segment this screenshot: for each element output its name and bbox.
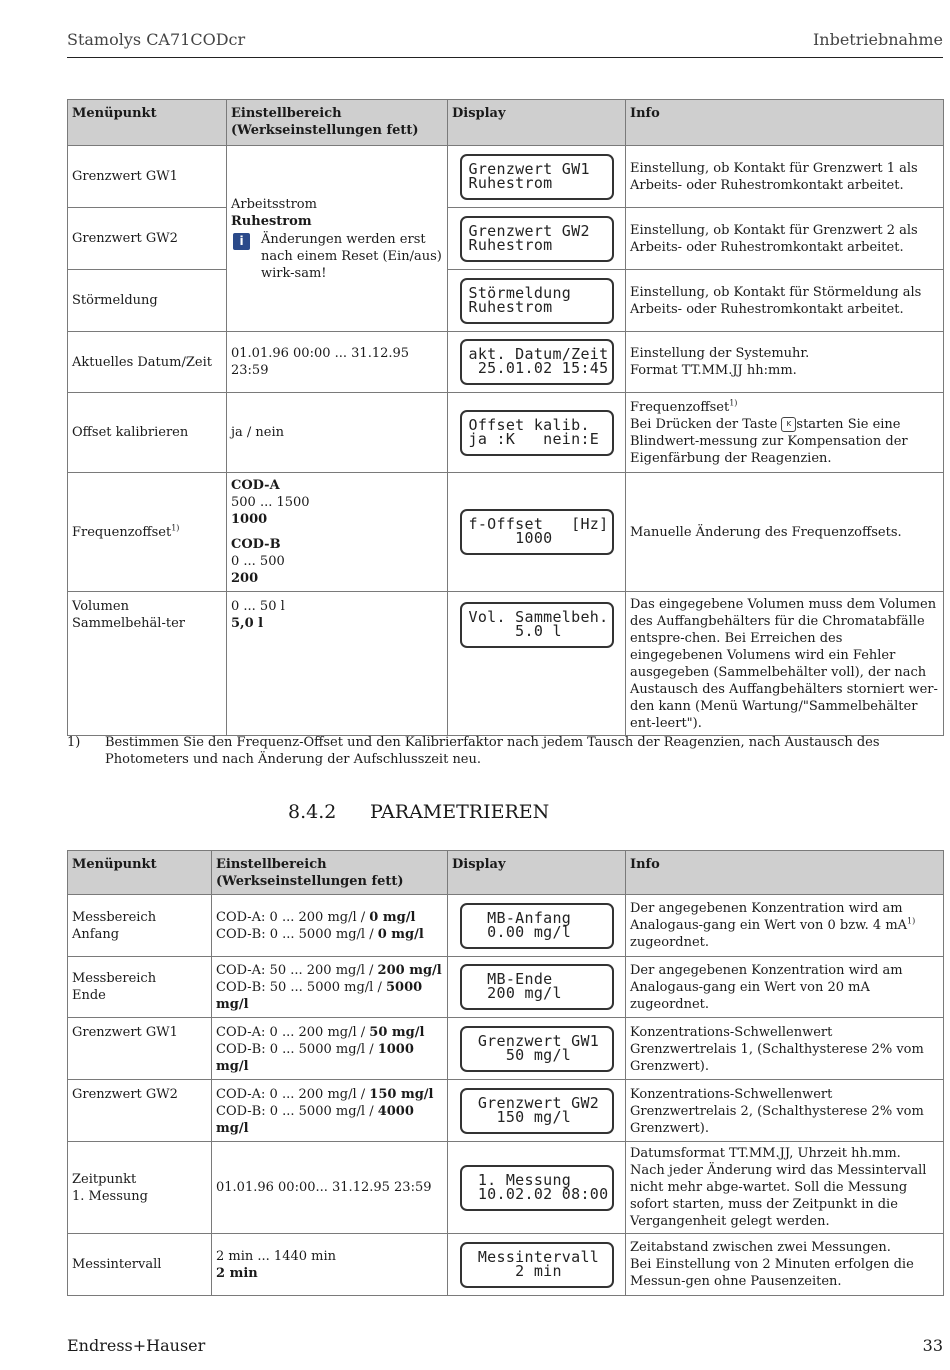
menu-cell: Messintervall [68,1234,212,1296]
menu-cell: Grenzwert GW2 [68,208,227,270]
info-cell [626,332,944,393]
info-line: Bei Einstellung von 2 Minuten erfolgen die Messun-gen ohne Pausenzeiten. [630,1257,914,1289]
info-cell: Konzentrations-Schwellenwert Grenzwertrelais 1, (Schalthysterese 2% vom Grenzwert). [626,1018,944,1080]
display-cell [448,1018,626,1080]
info-line: Zeitabstand zwischen zwei Messungen. [630,1240,891,1255]
display-cell [448,332,626,393]
range-default: 5,0 l [231,616,264,631]
table-row [68,1018,944,1080]
menu-cell: Offset kalibrieren [68,393,227,473]
display-cell [448,895,626,957]
info-cell: Datumsformat TT.MM.JJ, Uhrzeit hh.mm. Nach jeder Änderung wird das Messintervall nicht mehr abge-wartet. Soll die Messung sofort starten, muss der Zeitpunkt in die Vergangenheit gelegt werden. [626,1142,944,1234]
header-display: Display [448,851,626,895]
document-title: Stamolys CA71CODcr [67,30,246,49]
header-display: Display [448,100,626,146]
info-cell [626,393,944,473]
table-row [68,270,944,332]
range-cell: 01.01.96 00:00 ... 31.12.95 23:59 [227,332,448,393]
info-line: Format TT.MM.JJ hh:mm. [630,363,797,378]
info-line: Einstellung der Systemuhr. [630,346,810,361]
header-range [227,100,448,146]
table-row [68,393,944,473]
header-range-line1: Einstellbereich [231,106,342,121]
menu-cell: Störmeldung [68,270,227,332]
range-a: 500 ... 1500 [231,495,310,510]
display-cell [448,208,626,270]
info-cell [626,1234,944,1296]
range-option: Arbeitsstrom [231,196,317,212]
table-row [68,1142,944,1234]
header-range [212,851,448,895]
section-number: 8.4.2 [288,801,337,823]
menu-cell: Zeitpunkt 1. Messung [68,1142,212,1234]
lcd-display: Grenzwert GW2 Ruhestrom [460,216,614,262]
lcd-display: Grenzwert GW2 150 mg/l [460,1088,614,1134]
lcd-display: Grenzwert GW1 Ruhestrom [460,154,614,200]
info-cell: Der angegebenen Konzentration wird am Analogaus-gang ein Wert von 0 bzw. 4 $mA^{1)}$ zugeordnet. [626,895,944,957]
range-a-default: 1000 [231,512,268,527]
page-header [67,30,943,58]
footnote [67,734,943,768]
range-default: Ruhestrom [231,213,312,229]
header-menu: Menüpunkt [68,100,227,146]
footnote-number: 1) [67,735,81,750]
menu-cell: Grenzwert GW1 [68,1018,212,1080]
display-cell [448,1142,626,1234]
header-range-line1: Einstellbereich [216,857,327,872]
section-title: PARAMETRIEREN [370,801,550,823]
table-row [68,1080,944,1142]
table-row [68,895,944,957]
lcd-display: MB-Anfang 0.00 mg/l [460,903,614,949]
settings-table-2 [67,850,944,1296]
info-cell: Einstellung, ob Kontakt für Grenzwert 2 als Arbeits- oder Ruhestromkontakt arbeitet. [626,208,944,270]
table-row [68,957,944,1018]
lcd-display: akt. Datum/Zeit 25.01.02 15:45 [460,339,614,385]
info-title: Frequenzoffset$^{1)}$ [630,398,738,415]
table-row [68,208,944,270]
display-cell [448,146,626,208]
lcd-display: Offset kalib. ja :K nein:E [460,410,614,456]
menu-cell: Frequenzoffset$^{1)}$ [68,473,227,592]
table-row [68,332,944,393]
range-cell: ja / nein [227,393,448,473]
display-cell [448,592,626,736]
menu-cell: Aktuelles Datum/Zeit [68,332,227,393]
lcd-display: Grenzwert GW1 50 mg/l [460,1026,614,1072]
header-range-line2: (Werkseinstellungen fett) [216,874,404,889]
display-cell [448,473,626,592]
display-cell [448,1234,626,1296]
table-header-row [68,100,944,146]
range-cell [227,473,448,592]
display-cell [448,1080,626,1142]
company-name: Endress+Hauser [67,1336,206,1355]
range-b-default: 200 [231,571,259,586]
info-cell: Konzentrations-Schwellenwert Grenzwertrelais 2, (Schalthysterese 2% vom Grenzwert). [626,1080,944,1142]
header-menu: Menüpunkt [68,851,212,895]
info-cell: Einstellung, ob Kontakt für Grenzwert 1 als Arbeits- oder Ruhestromkontakt arbeitet. [626,146,944,208]
reset-note [231,231,443,282]
range-b: 0 ... 500 [231,554,285,569]
range-cell: COD-A: 50 ... 200 mg/l / 200 mg/l COD-B: 50 ... 5000 mg/l / 5000 mg/l [212,957,448,1018]
info-text: Bei Drücken der Taste K starten Sie eine Blindwert-messung zur Kompensation der Eigenfärbung der Reagenzien. [630,416,908,466]
menu-cell: Messbereich Anfang [68,895,212,957]
key-k-icon: K [781,417,796,432]
display-cell [448,393,626,473]
display-cell [448,957,626,1018]
page-footer [67,1336,943,1358]
range-cell: COD-A: 0 ... 200 mg/l / 0 mg/l COD-B: 0 ... 5000 mg/l / 0 mg/l [212,895,448,957]
menu-cell: Grenzwert GW2 [68,1080,212,1142]
lcd-display: 1. Messung 10.02.02 08:00 [460,1165,614,1211]
lcd-display: Störmeldung Ruhestrom [460,278,614,324]
section-heading [288,800,549,824]
lcd-display: f-Offset [Hz] 1000 [460,509,614,555]
range-value: 0 ... 50 l [231,599,285,614]
menu-cell: Messbereich Ende [68,957,212,1018]
menu-cell: Volumen Sammelbehäl-ter [68,592,227,736]
table-row [68,473,944,592]
lcd-display: MB-Ende 200 mg/l [460,964,614,1010]
header-info: Info [626,100,944,146]
range-cell: COD-A: 0 ... 200 mg/l / 50 mg/l COD-B: 0 ... 5000 mg/l / 1000 mg/l [212,1018,448,1080]
table-row [68,592,944,736]
range-cell-shared [227,146,448,332]
info-cell: Das eingegebene Volumen muss dem Volumen des Auffangbehälters für die Chromatabfälle entspre-chen. Bei Erreichen des eingegebenen Volumens wird ein Fehler ausgegeben (Sammelbehälter voll), der nach Austausch des Auffangbehälters storniert wer-den kann (Menü Wartung/"Sammelbehälter ent-leert"). [626,592,944,736]
table-row [68,146,944,208]
range-cell: COD-A: 0 ... 200 mg/l / 150 mg/l COD-B: 0 ... 5000 mg/l / 4000 mg/l [212,1080,448,1142]
header-range-line2: (Werkseinstellungen fett) [231,123,419,138]
table-row [68,1234,944,1296]
info-cell: Einstellung, ob Kontakt für Störmeldung als Arbeits- oder Ruhestromkontakt arbeitet. [626,270,944,332]
page-number: 33 [922,1336,943,1355]
display-cell [448,270,626,332]
header-info: Info [626,851,944,895]
range-cell: 2 min ... 1440 min 2 min [212,1234,448,1296]
range-cell: 01.01.96 00:00... 31.12.95 23:59 [212,1142,448,1234]
lcd-display: Messintervall 2 min [460,1242,614,1288]
chapter-title: Inbetriebnahme [812,30,943,49]
range-a-label: COD-A [231,478,280,493]
info-cell: Der angegebenen Konzentration wird am Analogaus-gang ein Wert von 20 mA zugeordnet. [626,957,944,1018]
footnote-text: Bestimmen Sie den Frequenz-Offset und den Kalibrierfaktor nach jedem Tausch der Reagenzien, nach Austausch des Photometers und nach Änderung der Aufschlusszeit neu. [105,735,880,767]
range-cell [227,592,448,736]
menu-cell: Grenzwert GW1 [68,146,227,208]
lcd-display: Vol. Sammelbeh. 5.0 l [460,602,614,648]
info-icon: i [233,233,250,250]
settings-table-1 [67,99,944,736]
info-cell: Manuelle Änderung des Frequenzoffsets. [626,473,944,592]
table-header-row [68,851,944,895]
note-text: Änderungen werden erst nach einem Reset (Ein/aus) wirk-sam! [261,231,442,281]
range-b-label: COD-B [231,537,281,552]
